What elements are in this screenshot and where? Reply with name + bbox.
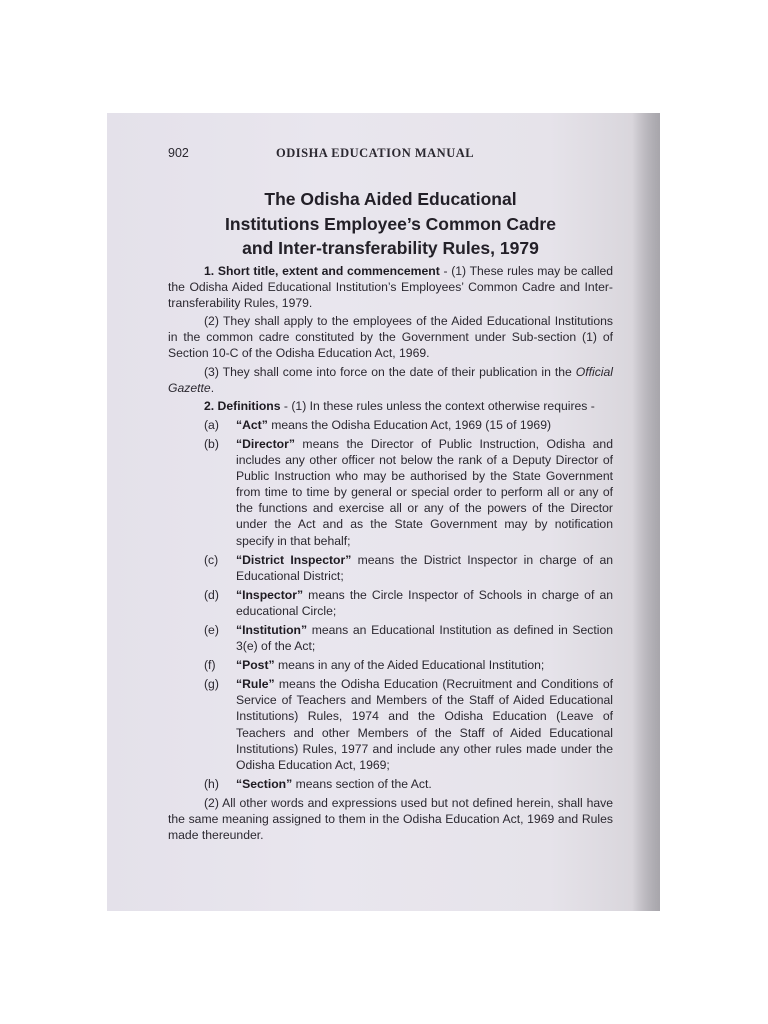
- rule-2-intro-text: - (1) In these rules unless the context otherwise requires -: [280, 398, 595, 413]
- definition-term: “Act”: [236, 417, 268, 432]
- definition-label: (e): [204, 622, 219, 637]
- document-title: [168, 187, 613, 261]
- definition-term: “Section”: [236, 776, 293, 791]
- official-gazette-text: Official Gazette: [168, 364, 613, 395]
- rule-1-sub3-end: .: [210, 380, 215, 395]
- definition-director: [168, 436, 613, 549]
- definition-term: “Institution”: [236, 622, 308, 637]
- definition-label: (g): [204, 677, 219, 692]
- document-body: [168, 263, 613, 845]
- definition-term: “Director”: [236, 436, 295, 451]
- definition-rule: [168, 676, 613, 773]
- rule-1-subsection-1: [168, 263, 613, 311]
- definition-term: “Rule”: [236, 677, 275, 692]
- title-line-1: The Odisha Aided Educational: [264, 189, 517, 209]
- definition-text: means in any of the Aided Educational Institution;: [274, 658, 545, 673]
- definition-label: (a): [204, 417, 219, 432]
- rule-1-sub1-text: - (1) These rules may be called the Odisha Aided Educational Institution’s Employees’ Common Cadre and Inter-transferability Rules, 1979.: [168, 264, 613, 311]
- rule-1-sub3-text: (3) They shall come into force on the date of their publication in the: [204, 364, 576, 379]
- title-line-2: Institutions Employee’s Common Cadre: [225, 213, 556, 234]
- rule-1-sub2-text: (2) They shall apply to the employees of the Aided Educational Institutions in the common cadre constituted by the Government under Sub-section (1) of Section 10-C of the Odisha Education Act, 1969.: [168, 314, 613, 361]
- title-line-3: and Inter-transferability Rules, 1979: [242, 238, 539, 258]
- definition-text: means the District Inspector in charge of an Educational District;: [236, 552, 613, 583]
- definition-text: means section of the Act.: [292, 776, 432, 791]
- definition-label: (b): [204, 436, 219, 451]
- definition-label: (h): [204, 776, 219, 791]
- definition-text: means the Director of Public Instruction, Odisha and includes any other officer not below the rank of a Deputy Director of Public Instruction who may be authorised by the State Government from time to time by general or special order to perform all or any of the functions and exercise all or any of the powers of the Director under the Act and as the State Government may by notification specify in that behalf;: [236, 436, 613, 548]
- definition-section: [168, 776, 613, 792]
- definition-term: “Post”: [236, 658, 275, 673]
- page-number: 902: [168, 146, 189, 160]
- definition-label: (c): [204, 552, 219, 567]
- definition-text: means the Odisha Education Act, 1969 (15 of 1969): [267, 417, 552, 432]
- rule-1-subsection-3: [168, 364, 613, 396]
- definition-text: means the Circle Inspector of Schools in charge of an educational Circle;: [236, 587, 613, 618]
- rule-2-heading: 2. Definitions: [204, 398, 281, 413]
- rule-2-sub2-text: (2) All other words and expressions used but not defined herein, shall have the same meaning assigned to them in the Odisha Education Act, 1969 and Rules made thereunder.: [168, 795, 613, 843]
- manual-title: ODISHA EDUCATION MANUAL: [276, 146, 475, 160]
- rule-1-subsection-2: [168, 313, 613, 361]
- definition-act: [168, 417, 613, 433]
- definition-term: “District Inspector”: [236, 552, 352, 567]
- definition-institution: [168, 622, 613, 654]
- definition-district-inspector: [168, 552, 613, 584]
- rule-2-intro: [168, 398, 613, 414]
- rule-2-subsection-2: [168, 795, 613, 843]
- rule-1-heading: 1. Short title, extent and commencement: [204, 264, 440, 278]
- definition-text: means an Educational Institution as defined in Section 3(e) of the Act;: [236, 622, 613, 654]
- definition-inspector: [168, 587, 613, 619]
- definition-label: (d): [204, 587, 219, 602]
- running-header: [168, 145, 613, 163]
- definition-post: [168, 657, 613, 673]
- definition-label: (f): [204, 658, 216, 673]
- definition-text: means the Odisha Education (Recruitment and Conditions of Service of Teachers and Members of the Staff of Aided Educational Institutions) Rules, 1974 and the Odisha Education (Leave of Teachers and other Members of the Staff of Aided Educational Institutions) Rules, 1977 and include any other rules made under the Odisha Education Act, 1969;: [236, 677, 613, 772]
- document-page: [107, 113, 660, 911]
- definition-term: “Inspector”: [236, 587, 304, 602]
